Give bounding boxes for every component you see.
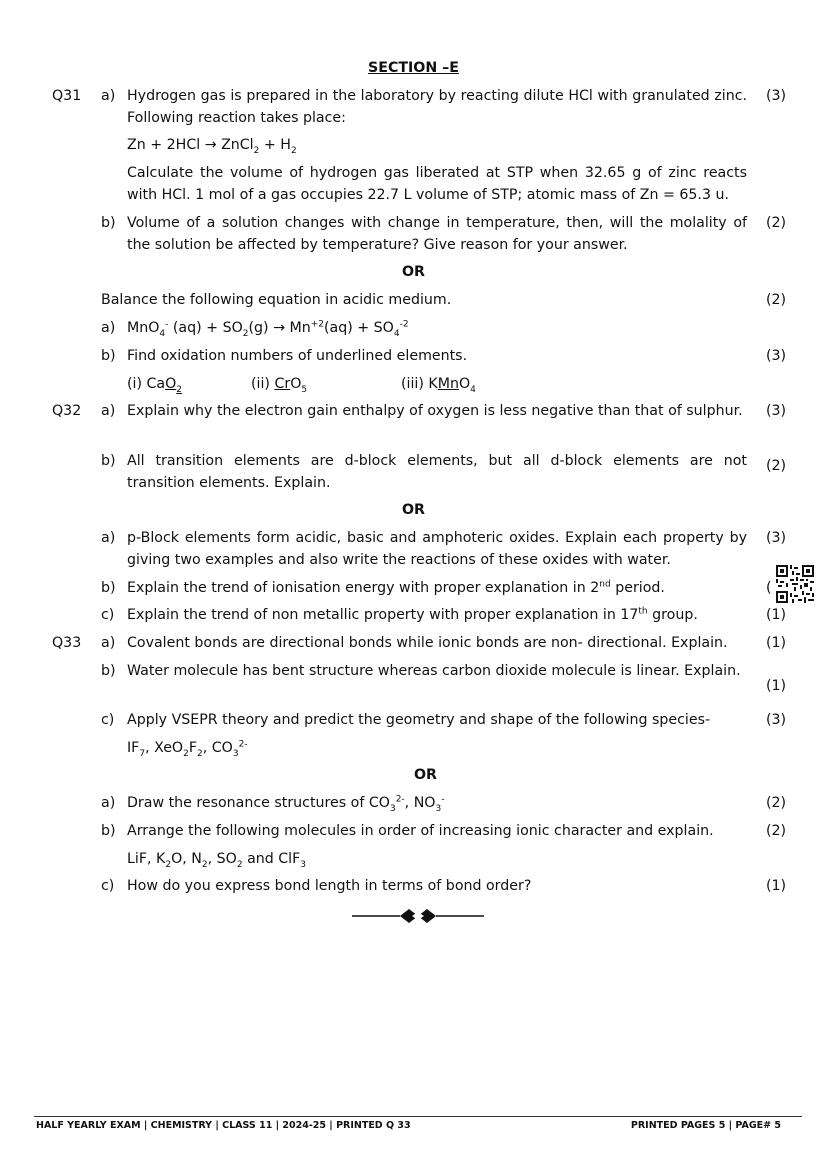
q32-alt-a-text: p-Block elements form acidic, basic and amphoteric oxides. Explain each property by giving two examples and also write the reactions of these oxides with water.: [127, 530, 747, 568]
q31-alt-intro: Balance the following equation in acidic medium.: [101, 292, 452, 308]
q31-alt-intro-marks: (2): [766, 292, 787, 308]
q31-alt-a-label: a): [101, 320, 116, 336]
q31-b-text: Volume of a solution changes with change in temperature, then, will the molality of the solution be affected by temperature? Give reason for your answer.: [127, 215, 747, 253]
q32-b-text: All transition elements are d-block elements, but all d-block elements are not transition elements. Explain.: [127, 453, 747, 491]
q32-a-label: a): [101, 403, 116, 419]
q33-alt-c-label: c): [101, 878, 115, 894]
q31-alt-b-option-ii: (ii) CrO$_5$: [251, 376, 308, 395]
q32-alt-a-label: a): [101, 530, 116, 546]
q32-alt-c-label: c): [101, 607, 115, 623]
q33-alt-b-molecules: LiF, $K_2O$, $N_2$, $SO_2$ and ClF$_3$: [127, 851, 307, 870]
q31-alt-b-option-iii: (iii) KMnO$_4$: [401, 376, 476, 395]
q32-a-text: Explain why the electron gain enthalpy of oxygen is less negative than that of sulphur.: [127, 403, 743, 419]
q32-b-marks: (2): [766, 458, 787, 474]
q33-b-marks: (1): [766, 678, 787, 694]
q32-alt-c-marks: (1): [766, 607, 787, 623]
q32-b-label: b): [101, 453, 116, 469]
q32-alt-b-text: Explain the trend of ionisation energy with proper explanation in 2nd period.: [127, 579, 665, 596]
q33-alt-a-label: a): [101, 795, 116, 811]
q31-or-separator: OR: [402, 264, 425, 280]
q33-c-text: Apply VSEPR theory and predict the geometry and shape of the following species-: [127, 712, 711, 728]
q32-alt-b-marks: (: [766, 580, 772, 596]
ornament-divider-icon: [352, 907, 484, 925]
q31-alt-b-text: Find oxidation numbers of underlined elements.: [127, 348, 468, 364]
q31-alt-a-equation: MnO$_4$- $(aq) + SO_2(g) \to Mn^{+2}(aq) + SO_4^{-2}$: [127, 319, 409, 339]
q33-alt-a-marks: (2): [766, 795, 787, 811]
q33-a-text: Covalent bonds are directional bonds while ionic bonds are non- directional. Explain.: [127, 635, 728, 651]
q31-a-label: a): [101, 88, 116, 104]
q31-a-text: Hydrogen gas is prepared in the laboratory by reacting dilute HCl with granulated zinc. Following reaction takes place:: [127, 88, 747, 126]
q31-alt-b-marks: (3): [766, 348, 787, 364]
qr-code-icon: [774, 563, 816, 605]
q33-b-text: Water molecule has bent structure whereas carbon dioxide molecule is linear. Explain.: [127, 663, 741, 679]
q31-b-label: b): [101, 215, 116, 231]
q33-or-separator: OR: [414, 767, 437, 783]
q33-a-marks: (1): [766, 635, 787, 651]
question-number-q32: Q32: [52, 403, 82, 419]
q33-alt-a-text: Draw the resonance structures of $CO_3^{2-}$, $NO_3^-$: [127, 794, 445, 814]
q32-a-marks: (3): [766, 403, 787, 419]
q33-alt-c-marks: (1): [766, 878, 787, 894]
q31-alt-b-option-i: (i) CaO$_2$: [127, 376, 183, 395]
q33-a-label: a): [101, 635, 116, 651]
q31-b-marks: (2): [766, 215, 787, 231]
q33-c-marks: (3): [766, 712, 787, 728]
q33-alt-c-text: How do you express bond length in terms of bond order?: [127, 878, 532, 894]
q33-c-label: c): [101, 712, 115, 728]
q33-alt-b-marks: (2): [766, 823, 787, 839]
q33-alt-b-label: b): [101, 823, 116, 839]
q32-alt-a-marks: (3): [766, 530, 787, 546]
q31-alt-b-label: b): [101, 348, 116, 364]
q32-alt-b-label: b): [101, 580, 116, 596]
q33-c-species: $IF_7$, $XeO_2F_2$, $CO_3^{2-}$: [127, 739, 248, 759]
footer-right: PRINTED PAGES 5 | PAGE# 5: [630, 1120, 781, 1131]
footer-rule: [34, 1116, 802, 1117]
q31-a-marks: (3): [766, 88, 787, 104]
q31-a-equation: Zn + 2HCl → ZnCl$_2$ + $H_2$: [127, 137, 297, 156]
q32-or-separator: OR: [402, 502, 425, 518]
q32-alt-c-text: Explain the trend of non metallic property with proper explanation in 17th group.: [127, 606, 698, 623]
q33-alt-b-text: Arrange the following molecules in order of increasing ionic character and explain.: [127, 823, 714, 839]
question-number-q33: Q33: [52, 635, 82, 651]
section-title: SECTION –E: [368, 60, 459, 76]
q31-a-calculation: Calculate the volume of hydrogen gas liberated at STP when 32.65 g of zinc reacts with HCl. 1 mol of a gas occupies 22.7 L volume of STP; atomic mass of Zn = 65.3 u.: [127, 165, 747, 203]
question-number-q31: Q31: [52, 88, 82, 104]
q33-b-label: b): [101, 663, 116, 679]
footer-left: HALF YEARLY EXAM | CHEMISTRY | CLASS 11 | 2024-25 | PRINTED Q 33: [36, 1120, 411, 1131]
